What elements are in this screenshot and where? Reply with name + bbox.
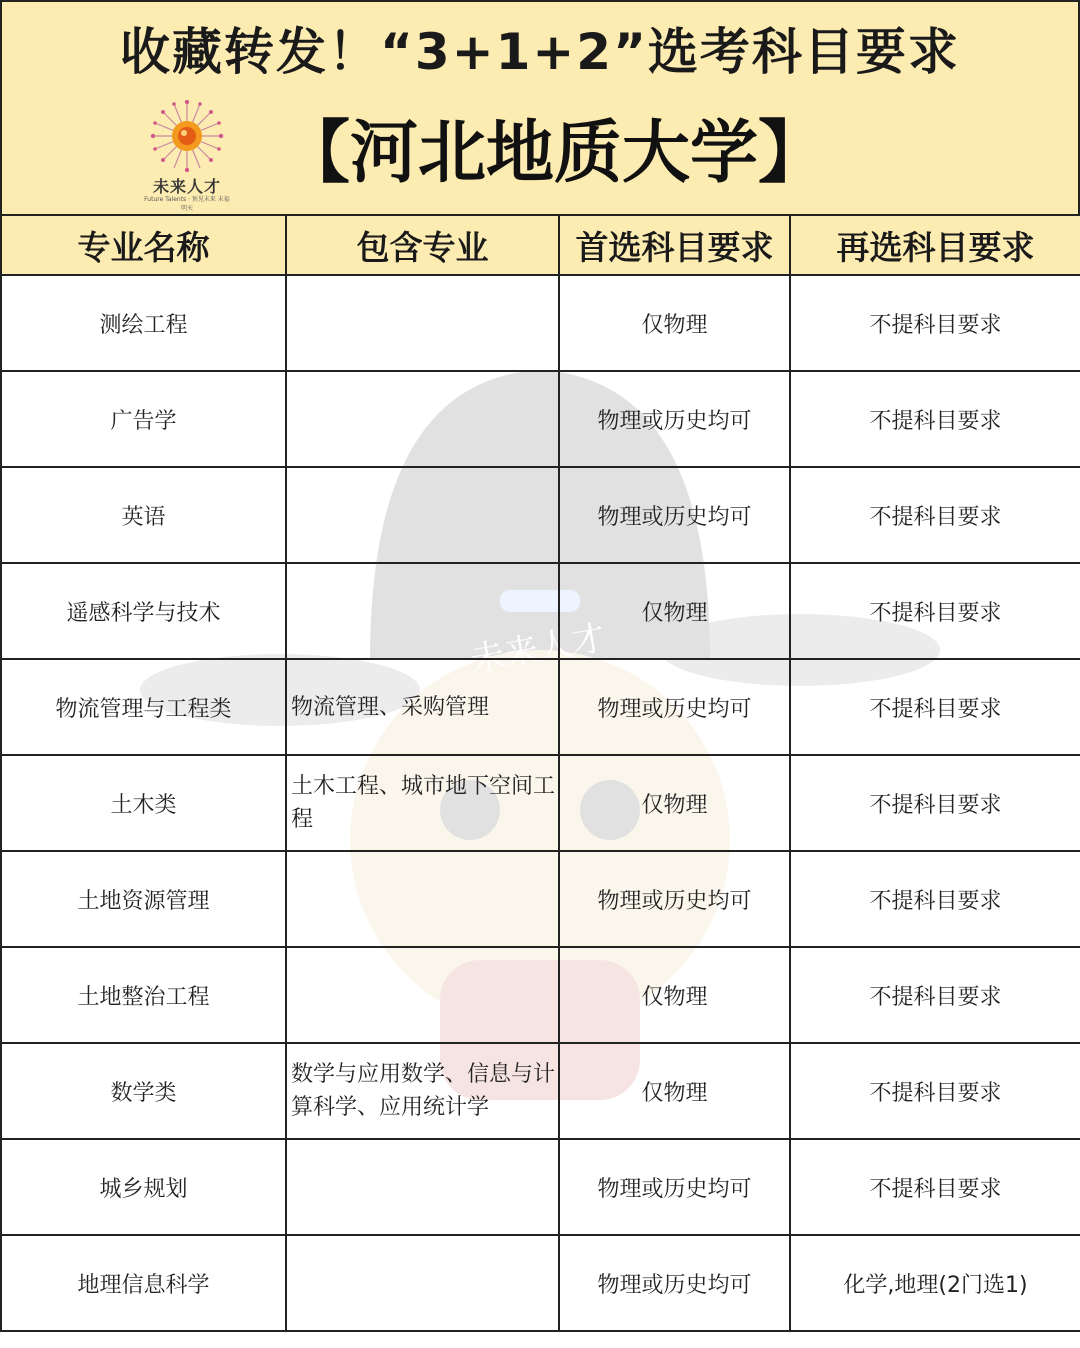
cell-first-choice: 仅物理 xyxy=(559,947,790,1043)
watermark-text: 未来人才 xyxy=(467,617,609,681)
university-banner xyxy=(0,94,1080,216)
subject-requirements-table xyxy=(0,214,1080,1332)
cell-major: 土地资源管理 xyxy=(1,851,286,947)
university-name: 【河北地质大学】 xyxy=(282,114,827,193)
cell-included: 物流管理、采购管理 xyxy=(286,659,559,755)
cell-second-choice: 不提科目要求 xyxy=(790,659,1080,755)
cell-included xyxy=(286,851,559,947)
cell-major: 土地整治工程 xyxy=(1,947,286,1043)
title-bar xyxy=(0,0,1080,96)
cell-second-choice: 不提科目要求 xyxy=(790,371,1080,467)
cell-included xyxy=(286,1139,559,1235)
cell-included xyxy=(286,947,559,1043)
table-row xyxy=(1,563,1080,659)
page-title: 收藏转发！“3+1+2”选考科目要求 xyxy=(120,23,960,81)
table-row xyxy=(1,275,1080,371)
cell-included: 数学与应用数学、信息与计算科学、应用统计学 xyxy=(286,1043,559,1139)
cell-second-choice: 不提科目要求 xyxy=(790,563,1080,659)
cell-major: 土木类 xyxy=(1,755,286,851)
column-header-included: 包含专业 xyxy=(286,215,559,275)
cell-included xyxy=(286,275,559,371)
table-row xyxy=(1,1139,1080,1235)
cell-second-choice: 不提科目要求 xyxy=(790,1043,1080,1139)
logo-name: 未来人才 xyxy=(152,177,221,196)
table-row xyxy=(1,947,1080,1043)
cell-major: 城乡规划 xyxy=(1,1139,286,1235)
cell-included xyxy=(286,563,559,659)
table-row xyxy=(1,1043,1080,1139)
cell-included xyxy=(286,1235,559,1331)
cell-included: 土木工程、城市地下空间工程 xyxy=(286,755,559,851)
cell-included xyxy=(286,371,559,467)
cell-second-choice: 不提科目要求 xyxy=(790,275,1080,371)
table-row xyxy=(1,851,1080,947)
cell-first-choice: 物理或历史均可 xyxy=(559,851,790,947)
brand-logo xyxy=(142,100,232,212)
table-row xyxy=(1,371,1080,467)
table-row xyxy=(1,659,1080,755)
cell-second-choice: 化学,地理(2门选1) xyxy=(790,1235,1080,1331)
cell-major: 测绘工程 xyxy=(1,275,286,371)
cell-second-choice: 不提科目要求 xyxy=(790,947,1080,1043)
cell-major: 遥感科学与技术 xyxy=(1,563,286,659)
table-row xyxy=(1,467,1080,563)
cell-included xyxy=(286,467,559,563)
cell-major: 广告学 xyxy=(1,371,286,467)
cell-major: 地理信息科学 xyxy=(1,1235,286,1331)
cell-first-choice: 物理或历史均可 xyxy=(559,1139,790,1235)
cell-first-choice: 仅物理 xyxy=(559,275,790,371)
table-header-row xyxy=(1,215,1080,275)
column-header-second-choice: 再选科目要求 xyxy=(790,215,1080,275)
cell-first-choice: 仅物理 xyxy=(559,755,790,851)
column-header-first-choice: 首选科目要求 xyxy=(559,215,790,275)
cell-major: 数学类 xyxy=(1,1043,286,1139)
logo-subtitle: Future Talents · 预见未来 未福明天 xyxy=(144,196,230,212)
cell-first-choice: 物理或历史均可 xyxy=(559,467,790,563)
cell-major: 物流管理与工程类 xyxy=(1,659,286,755)
cell-first-choice: 仅物理 xyxy=(559,1043,790,1139)
column-header-major: 专业名称 xyxy=(1,215,286,275)
cell-major: 英语 xyxy=(1,467,286,563)
cell-first-choice: 仅物理 xyxy=(559,563,790,659)
table-row xyxy=(1,755,1080,851)
cell-second-choice: 不提科目要求 xyxy=(790,851,1080,947)
cell-first-choice: 物理或历史均可 xyxy=(559,371,790,467)
cell-second-choice: 不提科目要求 xyxy=(790,755,1080,851)
sunburst-logo-icon xyxy=(142,100,232,174)
cell-second-choice: 不提科目要求 xyxy=(790,1139,1080,1235)
cell-second-choice: 不提科目要求 xyxy=(790,467,1080,563)
cell-first-choice: 物理或历史均可 xyxy=(559,659,790,755)
table-row xyxy=(1,1235,1080,1331)
cell-first-choice: 物理或历史均可 xyxy=(559,1235,790,1331)
